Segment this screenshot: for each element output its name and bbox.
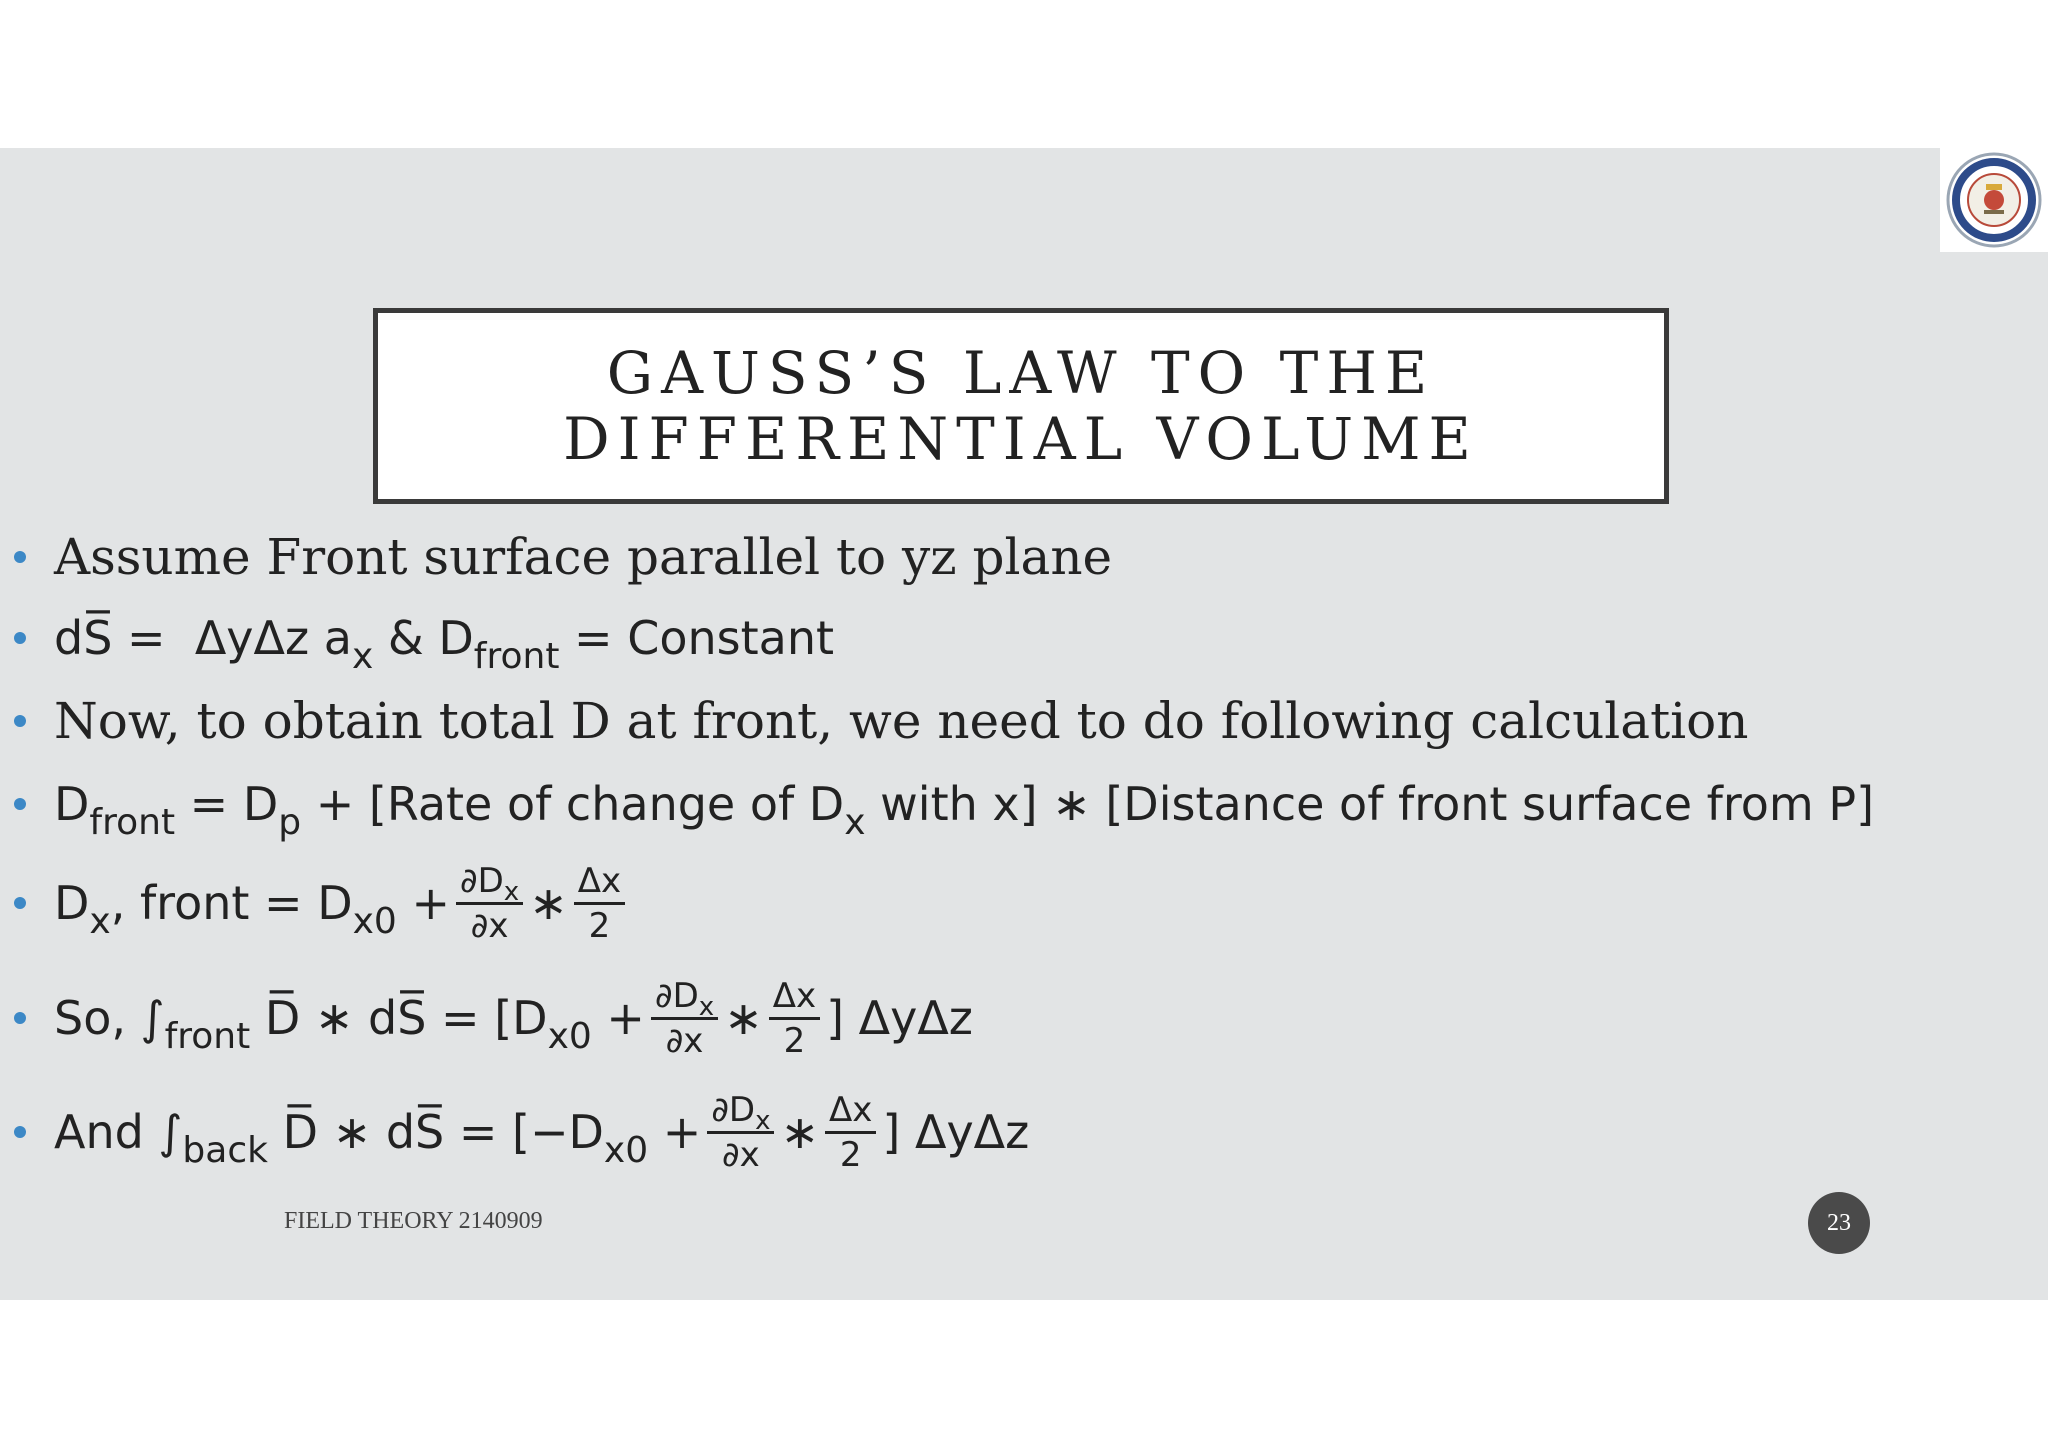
fraction-denominator: ∂x <box>470 905 509 946</box>
math-sub: x <box>844 802 866 843</box>
fraction-numerator: Δx <box>769 977 820 1020</box>
bullet-text: Assume Front surface parallel to yz plane <box>54 528 1113 586</box>
math-seg: ∂D <box>460 860 504 901</box>
fraction-denominator: 2 <box>588 905 611 946</box>
bullet-list <box>14 518 1914 1188</box>
institute-seal-logo <box>1940 148 2048 252</box>
slide-footer: FIELD THEORY 2140909 <box>284 1208 543 1234</box>
math-seg: ] ΔyΔz <box>826 991 973 1045</box>
fraction-partial <box>707 1091 774 1174</box>
fraction-numerator <box>707 1091 774 1134</box>
bullet-item <box>14 518 1914 596</box>
math-seg: + <box>591 991 645 1045</box>
math-sub: p <box>278 802 302 843</box>
fraction-partial <box>456 862 523 945</box>
math-seg: + [Rate of change of D <box>301 777 845 831</box>
fraction-numerator <box>651 977 718 1020</box>
math-sub: front <box>89 802 176 843</box>
math-seg: D̅ ∗ dS̅ = [D <box>250 991 548 1045</box>
math-sub: x0 <box>603 1130 649 1171</box>
math-seg: + <box>396 876 451 930</box>
fraction-numerator: Δx <box>825 1091 876 1134</box>
fraction-denominator: 2 <box>783 1020 806 1061</box>
bullet-dot-icon <box>14 798 26 810</box>
math-seg: + <box>648 1105 702 1159</box>
math-seg: ∂D <box>711 1089 756 1130</box>
math-seg: D <box>54 777 90 831</box>
fraction-half <box>574 862 625 945</box>
bullet-item <box>14 846 1914 960</box>
math-sub: x <box>755 1105 771 1136</box>
math-seg: = Constant <box>559 611 835 665</box>
fraction-numerator <box>456 862 523 905</box>
math-seg: D <box>54 876 90 930</box>
math-seg: = D <box>175 777 279 831</box>
math-sub: back <box>182 1130 268 1171</box>
bullet-item <box>14 1076 1914 1188</box>
bullet-dot-icon <box>14 632 26 644</box>
fraction-denominator: 2 <box>839 1134 862 1175</box>
math-seg: & D <box>373 611 474 665</box>
bullet-text: Now, to obtain total D at front, we need to do following calculation <box>54 692 1749 750</box>
bullet-dot-icon <box>14 897 26 909</box>
title-line-2: DIFFERENTIAL VOLUME <box>563 405 1479 473</box>
title-box <box>373 308 1669 504</box>
bullet-math <box>54 1102 702 1171</box>
math-seg: with x] ∗ [Distance of front surface from P] <box>865 777 1875 831</box>
bullet-math <box>54 988 645 1057</box>
math-seg: , front = D <box>110 876 353 930</box>
bullet-dot-icon <box>14 551 26 563</box>
math-seg: ∗ <box>724 991 763 1045</box>
math-seg: D̅ ∗ dS̅ = [−D <box>267 1105 604 1159</box>
math-sub: front <box>473 636 560 677</box>
math-sub: x <box>89 901 111 942</box>
math-sub: x0 <box>352 901 397 942</box>
fraction-partial <box>651 977 718 1060</box>
bullet-item <box>14 596 1914 680</box>
bullet-dot-icon <box>14 715 26 727</box>
math-seg: ∗ <box>529 876 568 930</box>
math-seg: dS̅ = <box>54 611 181 665</box>
fraction-numerator: Δx <box>574 862 625 905</box>
bullet-math <box>54 774 1875 843</box>
slide <box>0 148 2048 1300</box>
page-number-badge: 23 <box>1808 1192 1870 1254</box>
math-sub: x <box>351 636 374 677</box>
math-seg: ] ΔyΔz <box>882 1105 1030 1159</box>
fraction-half <box>825 1091 876 1174</box>
fraction-denominator: ∂x <box>722 1134 760 1175</box>
bullet-dot-icon <box>14 1126 26 1138</box>
math-seg: So, ∫ <box>54 991 165 1045</box>
bullet-item <box>14 960 1914 1076</box>
bullet-math <box>54 873 451 942</box>
math-seg: ΔyΔz a <box>194 611 352 665</box>
math-sub: x <box>503 876 520 907</box>
fraction-half <box>769 977 820 1060</box>
math-sub: x <box>698 991 715 1022</box>
fraction-denominator: ∂x <box>665 1020 704 1061</box>
bullet-item <box>14 680 1914 762</box>
bullet-dot-icon <box>14 1012 26 1024</box>
math-seg: ∂D <box>654 975 699 1016</box>
title-line-1: GAUSS’S LAW TO THE <box>606 339 1436 407</box>
math-seg: ∗ <box>780 1105 820 1159</box>
bullet-math <box>54 608 835 677</box>
math-sub: front <box>164 1016 251 1057</box>
math-seg: And ∫ <box>54 1105 183 1159</box>
math-sub: x0 <box>547 1016 592 1057</box>
bullet-item <box>14 762 1914 846</box>
